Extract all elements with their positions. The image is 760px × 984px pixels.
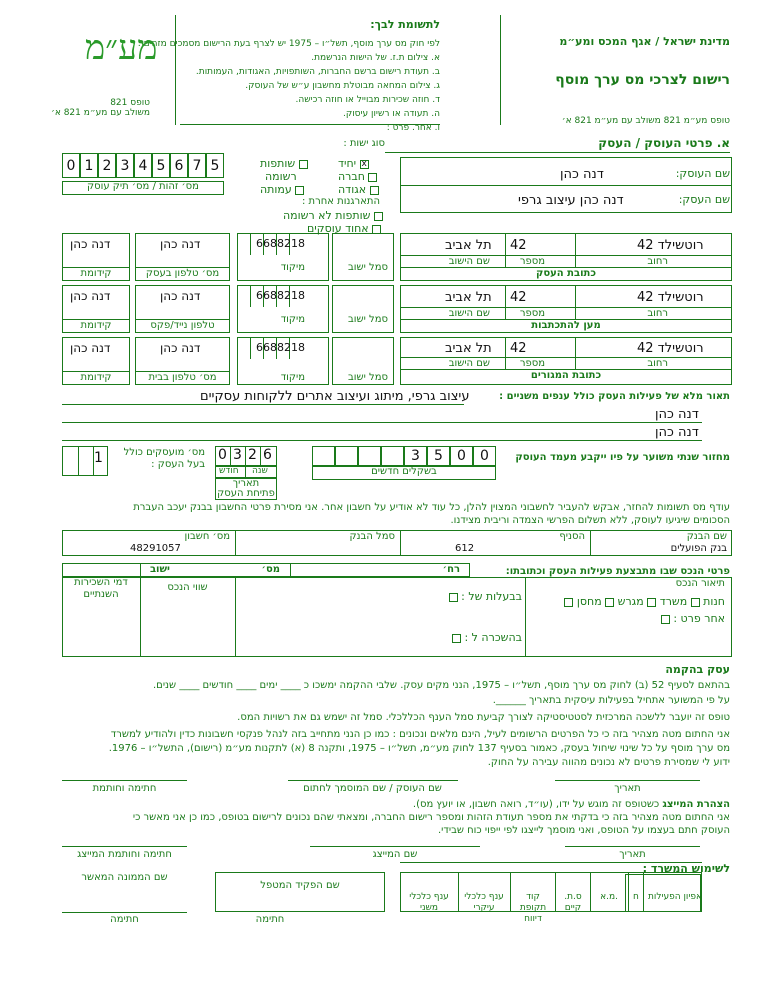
prefix-field[interactable]: דנה כהן [70, 237, 111, 251]
office-col-label: ענף כלכלי משני [409, 892, 449, 913]
employees-label: בעל העסק : [151, 459, 205, 470]
entity-company[interactable]: חברה [338, 170, 377, 183]
property-title: פרטי הנכס שבו מתבצעת פעילות העסק וכתובתו: [505, 566, 730, 577]
type-lot[interactable]: מגרש [605, 595, 644, 608]
type-other-checkbox[interactable] [661, 615, 670, 624]
turnover-digit[interactable] [335, 446, 358, 466]
turnover-digit[interactable]: 0 [450, 446, 473, 466]
declaration-line: מס ערך מוסף על כל שינוי שיחול בעסק, כאמור בסעיף 137 לחוק מע״מ, תשל״ו – 1975, ותקנה 8 (א) לתקנות מע״מ (רישום), התשל״ו – 1976. [108, 743, 730, 754]
id-digit[interactable]: 7 [188, 153, 206, 178]
branch-label: הסניף [559, 531, 585, 542]
approver-signature-label: חתימה [110, 914, 139, 925]
type-shop[interactable]: חנות [691, 595, 725, 608]
approver-label: שם הממונה המאשר [81, 872, 168, 883]
id-digit[interactable]: 2 [98, 153, 116, 178]
street-label: רחוב [647, 358, 668, 369]
entity-association-checkbox[interactable] [295, 186, 304, 195]
mobile-field[interactable]: דנה כהן [160, 289, 201, 303]
dealer-name-label: שם העוסק: [675, 167, 730, 180]
address-title: כתובת המגורים [530, 370, 602, 381]
id-digit[interactable]: 1 [80, 153, 98, 178]
rep-name-label: שם המייצג [372, 849, 418, 860]
statistics-note: טופס זה יועבר ללשכה המרכזית לסטטיסטיקה לצורך קביעת סמל הענף הכללכלי. סמל זה ישמש גם את רשויות המס. [237, 712, 730, 723]
zip-label: מיקוד [280, 372, 305, 383]
entity-partnership[interactable]: שותפות [260, 157, 308, 170]
zip-field[interactable]: 6688218 [256, 289, 305, 302]
form-number: טופס 821 [110, 98, 150, 108]
section-a-title: א. פרטי העוסק / העסק [598, 136, 730, 150]
phone-label: מס׳ טלפון בבית [148, 372, 217, 383]
street-field[interactable]: רוטשילד 42 [637, 238, 704, 253]
city-label: שם הישוב [448, 308, 490, 319]
id-digit[interactable]: 5 [152, 153, 170, 178]
signer-name-label: שם העוסק / שם המוסמך לחתום [303, 783, 442, 794]
opening-label: פתיחת העסק [217, 488, 275, 499]
prefix-label: קידומת [80, 268, 112, 279]
address-title: כתובת העסק [535, 268, 597, 279]
id-label: מס׳ זהות / מס׳ תיק עוסק [87, 181, 199, 192]
turnover-unit: בשקלים חדשים [371, 466, 437, 477]
employees-label: מס׳ מועסקים כולל [123, 447, 205, 458]
prefix-field[interactable]: דנה כהן [70, 341, 111, 355]
establishment-line: בהתאם לסעיף 52 (ב) לחוק מס ערך מוסף, תשל״ו – 1975, הנני מקים עסק. שלבי ההקמה ימשכו כ ____ ימים ____ חודשים ____ שנים. [153, 680, 730, 691]
city-field[interactable]: תל אביב [445, 290, 492, 305]
turnover-digit[interactable]: 5 [427, 446, 450, 466]
office-col-label: ענף כלכלי עיקרי [464, 892, 504, 913]
number-label: מספר [519, 256, 545, 267]
declaration-line: ידוע לי שמסירת פרטים לא נכונים מהווה עבירה על החוק. [487, 757, 730, 768]
rented-to[interactable]: בהשכרה ל : [452, 631, 522, 644]
phone-field[interactable]: דנה כהן [160, 237, 201, 251]
office-col-label: ס.ת. קיים [564, 892, 582, 913]
city-field[interactable]: תל אביב [445, 238, 492, 253]
opening-digit[interactable]: 6 [263, 447, 272, 463]
opening-digit[interactable]: 0 [218, 447, 227, 463]
notice-line: ד. חוזה שכירות מבוייל או חוזה רכישה. [295, 95, 440, 105]
turnover-digit[interactable]: 3 [404, 446, 427, 466]
rep-declaration: העוסק חתם בעצמו על הטופס, ואני מוסמך לייצגו לפי ייפוי כוח שבידי. [437, 825, 730, 836]
activity-line-2[interactable]: דנה כהן [655, 407, 699, 422]
city-label: שם הישוב [448, 256, 490, 267]
clerk-label: שם הפקיד המטפל [260, 880, 340, 891]
year-label: שנה [252, 466, 268, 476]
clerk-box[interactable] [215, 872, 385, 912]
street-label: רחוב [647, 256, 668, 267]
rep-title-line [413, 799, 730, 810]
account-field[interactable]: 48291057 [130, 543, 181, 554]
house-number-field[interactable]: 42 [510, 238, 527, 253]
entity-cooperative[interactable]: אגודה [338, 183, 379, 196]
bank-name-label: שם הבנק [686, 531, 727, 542]
entity-company-checkbox[interactable] [368, 173, 377, 182]
prefix-field[interactable]: דנה כהן [70, 289, 111, 303]
zip-field[interactable]: 6688218 [256, 341, 305, 354]
notice-line: א. צילום ת.ז. של הישות הנרשמת. [311, 53, 440, 63]
number-label: מספר [519, 358, 545, 369]
annual-rent-label: דמי השכירות [74, 577, 128, 588]
entity-single-checkbox[interactable]: x [361, 158, 367, 169]
id-digit[interactable]: 6 [170, 153, 188, 178]
id-digit[interactable]: 4 [134, 153, 152, 178]
entity-association[interactable]: עמותה [260, 183, 304, 196]
business-name-field[interactable]: דנה כהן עיצוב גרפי [518, 193, 624, 208]
property-desc-label: תיאור הנכס [675, 578, 725, 589]
street-field[interactable]: רוטשילד 42 [637, 341, 704, 356]
activity-line-3[interactable]: דנה כהן [655, 425, 699, 440]
declaration-line: אני החתום מטה מצהיר בזה כי כל הפרטים הרשומים לעיל, הינם מלאים ונכונים : כמו כן הנני מתחייב בזה לנהל פנקסי חשבונות כדין ולהודיע למשרד [110, 729, 730, 740]
house-number-field[interactable]: 42 [510, 290, 527, 305]
property-street-label: רח׳ [442, 564, 460, 575]
signature-label: חתימה וחותמת [92, 783, 157, 794]
branch-field[interactable]: 612 [455, 543, 475, 554]
date-label: תאריך [614, 783, 641, 794]
establishment-line: על פי המשוער אתחיל בפעילות עיסקית בתאריך ______. [492, 695, 730, 706]
turnover-digit[interactable] [381, 446, 404, 466]
rep-declaration: אני החתום מטה מצהיר בזה כי בדקתי את מספר תעודת הזהות ומספר רישום החברה, ומצאתי שהם נכונים לרישום בטופס, כמו כן אני מאשר כי [132, 812, 730, 823]
entity-single[interactable]: יחיד x [338, 157, 367, 170]
office-col-label: אפיון הפעילות [647, 892, 703, 902]
form-number-2: משולב עם מע״מ 821 א׳ [51, 108, 150, 118]
bank-notice: עודף מס תשומות להחזר, אבקש להעביר לחשבוני המצוין להלן, כל עוד לא אודיע על חשבון אחר. אני מסירת פרטי החשבון בבנק יעכב העברת [133, 502, 730, 513]
other-org-label: התארגנות אחרת : [301, 196, 380, 207]
business-name-label: שם העסק: [678, 193, 730, 206]
number-label: מספר [519, 308, 545, 319]
type-office-checkbox[interactable] [647, 598, 656, 607]
office-use-title: לשימוש המשרד : [642, 862, 730, 875]
activity-label: תאור מלא של פעילות העסק כולל ענפים משניים : [499, 391, 730, 402]
property-city-label: ישוב [149, 564, 170, 575]
dealer-union[interactable]: אחוד עוסקים [307, 222, 381, 235]
type-other[interactable]: אחר פרט : [661, 612, 725, 625]
unregistered-partnership[interactable]: שותפות לא רשומה [283, 209, 383, 222]
turnover-digit[interactable] [358, 446, 381, 466]
activity-line-1[interactable]: עיצוב גרפי, מיתוג ועיצוב אתרים ללקוחות עסקיים [200, 389, 470, 404]
notice-line: ה. תעודה או רשיון עיסוק. [342, 109, 440, 119]
notice-title: לתשומת לבך: [370, 18, 440, 31]
home-phone-field[interactable]: דנה כהן [160, 341, 201, 355]
month-label: חודש [219, 466, 239, 476]
form-reference: טופס מע״מ 821 משולב עם מע״מ 821 א׳ [561, 116, 730, 126]
id-digit[interactable]: 0 [62, 153, 80, 178]
settlement-code-label: סמל ישוב [348, 314, 388, 325]
employees-field[interactable]: 1 [94, 450, 103, 466]
type-warehouse[interactable]: מחסן [564, 595, 601, 608]
entity-partnership-checkbox[interactable] [299, 160, 308, 169]
prefix-label: קידומת [80, 320, 112, 331]
clerk-signature-label: חתימה [255, 914, 285, 925]
form-title: רישום לצרכי מס ערך מוסף [555, 72, 730, 88]
settlement-code-label: סמל ישוב [348, 372, 388, 383]
type-office[interactable]: משרד [647, 595, 687, 608]
notice-line: ו. אחר. פרט : [386, 123, 440, 133]
bank-name-field[interactable]: בנק הפועלים [670, 543, 727, 554]
bank-code-label: סמל הבנק [349, 531, 395, 542]
house-number-field[interactable]: 42 [510, 341, 527, 356]
notice-list [120, 37, 440, 135]
entity-cooperative-checkbox[interactable] [370, 186, 379, 195]
agency-name: מדינת ישראל / אגף המכס ומע״מ [559, 35, 730, 48]
zip-label: מיקוד [280, 314, 305, 325]
notice-line: ג. צילום המחאה מבוטלת מחשבון ע״ש של העוסק. [245, 81, 440, 91]
rep-date-label: תאריך [619, 849, 646, 860]
owned-by-checkbox[interactable] [449, 593, 458, 602]
address-title: מען להתכתבות [531, 320, 601, 331]
bank-notice: הסכומים שיגיעו לעוסק, ללא תשלום הפרשי הצמדה וריבית מצידנו. [450, 515, 730, 526]
rep-title-rest: כשטופס זה מוגש על ידו, (עו״ד, רואה חשבון, או יועץ מס). [412, 799, 663, 810]
street-label: רחוב [647, 308, 668, 319]
rep-signature-label: חתימה וחותמת המייצג [77, 849, 172, 860]
prefix-label: קידומת [80, 372, 112, 383]
type-warehouse-checkbox[interactable] [564, 598, 573, 607]
turnover-digit[interactable] [312, 446, 335, 466]
office-col-label: מ.א. [600, 892, 618, 902]
rep-title: הצהרת המייצג [662, 799, 730, 810]
city-field[interactable]: תל אביב [445, 341, 492, 356]
entity-registered-label: רשומה [265, 170, 297, 183]
office-col-label: קוד תקופת דיווח [519, 892, 547, 924]
vat-logo: מע״מ [85, 28, 158, 68]
id-digit[interactable]: 3 [116, 153, 134, 178]
unregistered-partnership-checkbox[interactable] [374, 212, 383, 221]
rented-to-checkbox[interactable] [452, 634, 461, 643]
opening-digit[interactable]: 3 [233, 447, 242, 463]
dealer-name-field[interactable]: דנה כהן [560, 167, 604, 182]
settlement-code-box[interactable] [332, 233, 394, 281]
account-label: מס׳ חשבון [184, 531, 230, 542]
property-number-label: מס׳ [261, 564, 280, 575]
notice-line: ב. תעודת רישום ברשם החברות, השותפויות, האגודות, העמותות. [195, 67, 440, 77]
entity-type-label: סוג ישות : [343, 138, 385, 149]
city-label: שם הישוב [448, 358, 490, 369]
annual-rent-label: השנתיים [83, 589, 119, 600]
settlement-code-box[interactable] [332, 285, 394, 333]
turnover-digit[interactable]: 0 [473, 446, 496, 466]
street-field[interactable]: רוטשילד 42 [637, 290, 704, 305]
settlement-code-label: סמל ישוב [348, 262, 388, 273]
opening-label: תאריך [232, 478, 260, 489]
phone-label: מס׳ טלפון בעסק [145, 268, 220, 279]
id-digit[interactable]: 5 [206, 153, 224, 178]
establishment-title: עסק בהקמה [665, 663, 730, 676]
owned-by[interactable]: בבעלות של : [449, 590, 522, 603]
turnover-label: מחזור שנתי משוער על פיו ייקבע מעמד העוסק [515, 452, 730, 463]
opening-digit[interactable]: 2 [248, 447, 257, 463]
zip-label: מיקוד [280, 262, 305, 273]
zip-field[interactable]: 6688218 [256, 237, 305, 250]
type-lot-checkbox[interactable] [605, 598, 614, 607]
phone-label: טלפון נייד/פקס [150, 320, 215, 331]
notice-line: לפי חוק מס ערך מוסף, תשל״ו – 1975 יש לצרף בעת הרישום מסמכים מזהים : [137, 39, 440, 49]
property-value-label: שווי הנכס [167, 582, 208, 593]
type-shop-checkbox[interactable] [691, 598, 700, 607]
property-types [564, 595, 725, 608]
office-col-label: ח [633, 892, 639, 902]
